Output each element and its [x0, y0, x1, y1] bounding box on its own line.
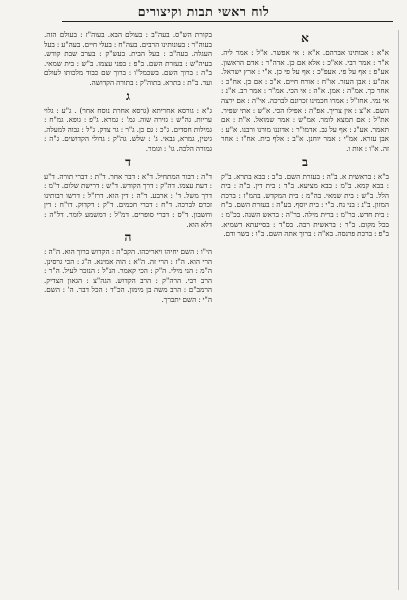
abbreviation-paragraph: ד"ה : דבור המתחיל. ד"א : דבר אחר. ד"ת : דברי תורה. ד"ע : דעת עצמו. דה"ק : דרך הקודש. ד"ש : דרישת שלום. ד"מ : דרך משל. ד' : ארבע. ד"ה : דין הוא. דרז"ל : דרשו רבותינו זכרם לברכה. ד"ח : דברי חכמים. ד"ק : דקדוק. דו"ח : דין וחשבון. ד"ס : דברי סופרים. דמ"ל : דמשמע לומר. דל"ה : דלא הוא.: [44, 171, 212, 229]
section-heading-alef: א: [301, 31, 309, 45]
abbreviation-paragraph: בקורת הש"ס. בעה"ב : בעולם הבא. בעוה"ז : בעולם הזה. בעוה"ר : בעונותינו הרבים. בעה"ח : בעלי חיים. בעה"ע : בעל העגלה. בעה"ב : בעל הבית. בעש"ק : בערב שבת קודש. בעיה"ש : בעזרת השם. ב"פ : בפני עצמו. ב"ש : בית שמאי. ב"ה : ברוך השם. בשכמל"ו : ברוך שם כבוד מלכותו לעולם ועד. ב"ת : בתרא. בתוה"ק : בתורה הקדושה.: [44, 30, 212, 87]
page-title: לוח ראשי תבות וקיצורים: [137, 4, 270, 19]
section-heading-dalet: ד: [125, 154, 131, 169]
right-column: [221, 30, 389, 239]
abbreviation-paragraph: ג"א : גורסא אחריתא (גרסא אחרת נוסח אחר) . ג"ע : גלוי עריות. גה"ש : גזירה שוה. גמ' : גמרא. ג"פ : גופא. גמ"ח : גמילות חסדים. ג"כ : גם כן. ג"ר : גר צדק. ג"ל : גבוה למעלה. גיטין, גמרא, גבאי. ג' : שלש. גה"ק : גדולי הקדושים. ג"ה : גמורה הלכה. גו' : וגומר.: [44, 105, 212, 153]
section-heading-bet: ב: [302, 154, 308, 169]
abbreviation-paragraph: א"א : אבותינו אברהם. א"א : אי אפשר. א"ל : אמר ליה. א"ר : אמר רבי. אא"כ : אלא אם כן. אדה"ר : אדם הראשון. אע"פ : אף על פי. אעפ"כ : אף על פי כן. א"י : ארץ ישראל. אה"ע : אבן העזר. או"ח : אורח חיים. א"כ : אם כן. אח"כ : אחר כך. אמ"ה : אמן. א"ה : אי הכי. אמ"ר : אמר רב. א"נ : אי נמי. אחז"ל : אמרו חכמינו זכרונם לברכה. אי"ה : אם ירצה השם. א"צ : אין צריך. אפ"ה : אפילו הכי. א"ש : אתי שפיר. את"ל : אם תמצא לומר. אמ"ש : אמר שמואל. א"ת : אם תאמר. אע"ג : אף על גב. אדמו"ר : אדוננו מורנו ורבנו. א"ע : אבן עזרא. אמ"י : אמר יוחנן. א"ב : אלף בית. אח"ז : אחר זה. א"ו : אות ו.: [221, 48, 389, 153]
title-rule: [62, 21, 393, 22]
abbreviation-paragraph: ב"א : בראשית א. ב"ה : בעזרת השם. ב"ב : בבא בתרא. ב"ק : בבא קמא. ב"מ : בבא מציעא. ב"ד : בית דין. ב"ה : בית הלל. ב"ש : בית שמאי. בה"מ : בית המקדש. בהמ"ז : ברכת המזון. ב"נ : בני נח. ב"י : בית יוסף. בע"ה : בעזרת השם. ב"ח : בית חדש. בר"מ : ברית מילה. בר"ה : בראש השנה. בכ"מ : בכל מקום. ב"ר : בראשית רבה. בס"ד : בסייעתא דשמיא. ב"פ : ברכת פרנסה. בא"ה : ברוך אתה השם. ב"ו : בשר ודם.: [221, 171, 389, 239]
page-edge-line: [397, 30, 399, 590]
section-heading-he: ה: [124, 230, 132, 245]
left-column: [44, 30, 212, 305]
abbreviation-paragraph: הי"ו : השם יחיהו ויאריכהו. הקב"ה : הקדוש ברוך הוא. ה"ה : הרי הוא. ה"ז : הרי זה. ה"א : הוה אמינא. ה"ג : הכי גרסינן. ה"מ : הני מילי. ה"ק : הכי קאמר. הנ"ל : הנזכר לעיל. ה"ר : הרב רבי. הרה"ק : הרב הקדוש. הגה"צ : הגאון הצדיק. הרמב"ם : הרב משה בן מימון. הכ"ד : הכל דבר. ה' : השם. ה"י : השם יתברך.: [44, 247, 212, 305]
section-heading-gimel: ג: [126, 88, 130, 103]
